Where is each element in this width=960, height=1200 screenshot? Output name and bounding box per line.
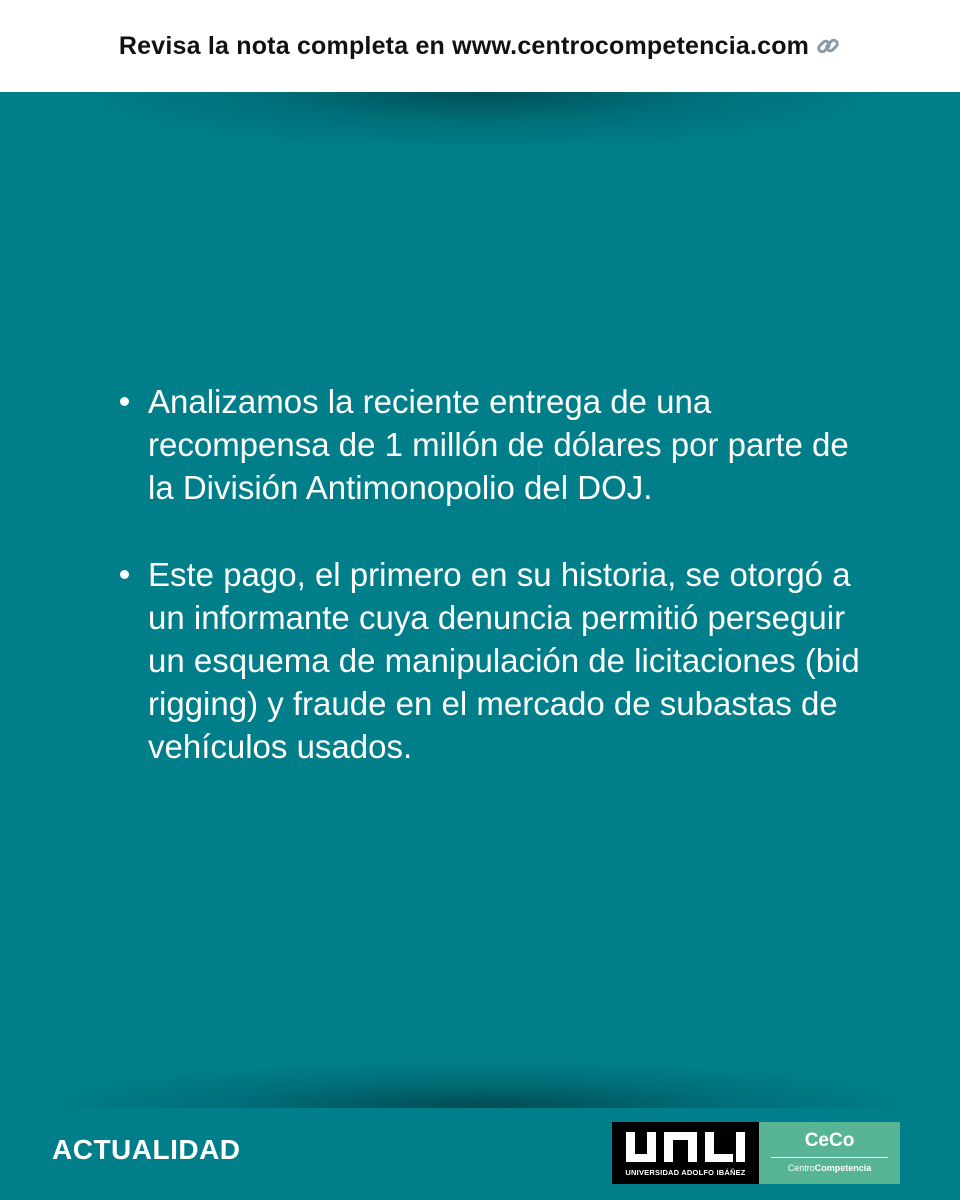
link-icon [815,33,841,59]
logo-block [612,1122,900,1184]
bullet-text: Este pago, el primero en su historia, se otorgó a un informante cuya denuncia permitió perseguir un esquema de manipulación de licitaciones (bid rigging) y fraude en el mercado de subastas de vehículos usados. [148,556,860,765]
ceco-title: CeCo [804,1130,855,1151]
header-shadow [60,92,900,152]
ceco-sub-bold: Competencia [814,1163,872,1173]
uai-name: UNIVERSIDAD ADOLFO IBÁÑEZ [625,1168,746,1177]
ceco-divider [771,1157,888,1158]
uai-logo [612,1122,759,1184]
bullet-dot-icon [120,570,129,579]
bullet-item [118,553,878,768]
bullet-dot-icon [120,397,129,406]
bullet-text: Analizamos la reciente entrega de una recompensa de 1 millón de dólares por parte de la División Antimonopolio del DOJ. [148,383,849,506]
bullet-list [118,380,878,812]
ceco-subtitle [759,1163,900,1173]
footer-shadow [40,1060,920,1108]
header-bar [0,0,960,92]
bullet-item [118,380,878,509]
section-label: ACTUALIDAD [52,1134,241,1165]
header-text[interactable]: Revisa la nota completa en www.centrocompetencia.com [118,31,810,60]
ceco-logo [759,1122,900,1184]
uai-mark-icon [626,1132,745,1166]
ceco-sub-light: Centro [787,1163,815,1173]
